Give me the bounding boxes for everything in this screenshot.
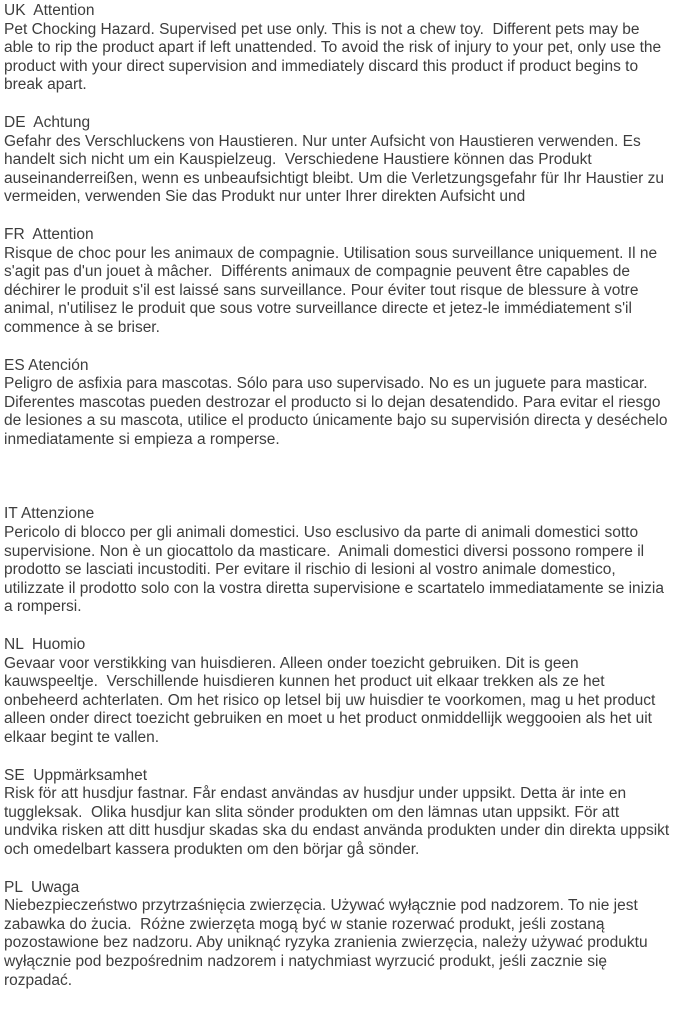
warning-section-nl (4, 636, 671, 748)
warning-section-es-body: Peligro de asfixia para mascotas. Sólo para uso supervisado. No es un juguete para masticar. Diferentes mascotas pueden destrozar el producto si lo dejan desatendido. Para evitar el riesgo de lesiones a su mascota, utilice el producto únicamente bajo su supervisión directa y deséchelo inmediatamente si empieza a romperse. (4, 375, 672, 448)
warning-section-it-heading: IT Attenzione (4, 505, 95, 523)
warning-section-pl-heading: PL Uwaga (4, 878, 80, 896)
warning-section-pl (4, 879, 671, 991)
warning-section-de-body: Gefahr des Verschluckens von Haustieren. Nur unter Aufsicht von Haustieren verwenden. Es handelt sich nicht um ein Kauspielzeug. Verschiedene Haustiere können das Produkt auseinanderreißen, wenn es unbeaufsichtigt bleibt. Um die Verletzungsgefahr für Ihr Haustier zu vermeiden, verwenden Sie das Produkt nur unter Ihrer direkten Aufsicht und (4, 132, 669, 206)
warning-section-it-body: Pericolo di blocco per gli animali domestici. Uso esclusivo da parte di animali domestici sotto supervisione. Non è un giocattolo da masticare. Animali domestici diversi possono rompere il prodotto se lasciati incustoditi. Per evitare il rischio di lesioni al vostro animale domestico, utilizzate il prodotto solo con la vostra diretta supervisione e scartatelo immediatamente se inizia a rompersi. (4, 524, 669, 616)
warning-section-fr-heading: FR Attention (4, 225, 94, 243)
warning-section-uk-body: Pet Chocking Hazard. Supervised pet use only. This is not a chew toy. Different pets may be able to rip the product apart if left unattended. To avoid the risk of injury to your pet, only use the product with your direct supervision and immediately discard this product if product begins to break apart. (4, 20, 666, 94)
warning-section-fr (4, 226, 671, 338)
warning-section-nl-body: Gevaar voor verstikking van huisdieren. Alleen onder toezicht gebruiken. Dit is geen kauwspeeltje. Verschillende huisdieren kunnen het product uit elkaar trekken als ze het onbeheerd achterlaten. Om het risico op letsel bij uw huisdier te voorkomen, mag u het product alleen onder direct toezicht gebruiken en moet u het product onmiddellijk weggooien als het uit elkaar begint te vallen. (4, 654, 660, 746)
warning-section-se-body: Risk för att husdjur fastnar. Får endast användas av husdjur under uppsikt. Detta är inte en tuggleksak. Olika husdjur kan slita sönder produkten om den lämnas utan uppsikt. För att undvika risken att ditt husdjur skadas ska du endast använda produkten under din direkta uppsikt och omedelbart kassera produkten om den börjar gå sönder. (4, 785, 674, 858)
warning-section-it (4, 505, 671, 617)
warning-section-uk-heading: UK Attention (4, 2, 95, 19)
warning-section-nl-heading: NL Huomio (4, 636, 86, 654)
warning-section-se (4, 766, 674, 860)
warning-section-es (4, 357, 671, 450)
warning-section-es-heading: ES Atención (4, 356, 89, 374)
warning-section-uk (4, 2, 671, 95)
warning-section-de (4, 114, 671, 207)
warning-section-de-heading: DE Achtung (4, 113, 91, 131)
warning-section-se-heading: SE Uppmärksamhet (4, 766, 147, 784)
warning-section-pl-body: Niebezpieczeństwo przytrzaśnięcia zwierzęcia. Używać wyłącznie pod nadzorem. To nie jest zabawka do żucia. Różne zwierzęta mogą być w stanie rozerwać produkt, jeśli zostaną pozostawione bez nadzoru. Aby uniknąć ryzyka zranienia zwierzęcia, należy używać produktu wyłącznie pod bezpośrednim nadzorem i natychmiast wyrzucić produkt, jeśli zacznie się rozpadać. (4, 897, 652, 989)
warning-section-fr-body: Risque de choc pour les animaux de compagnie. Utilisation sous surveillance uniquement. Il ne s'agit pas d'un jouet à mâcher. Différents animaux de compagnie peuvent être capables de déchirer le produit s'il est laissé sans surveillance. Pour éviter tout risque de blessure à votre animal, n'utilisez le produit que sous votre surveillance directe et jetez-le immédiatement s'il commence à se briser. (4, 244, 662, 336)
